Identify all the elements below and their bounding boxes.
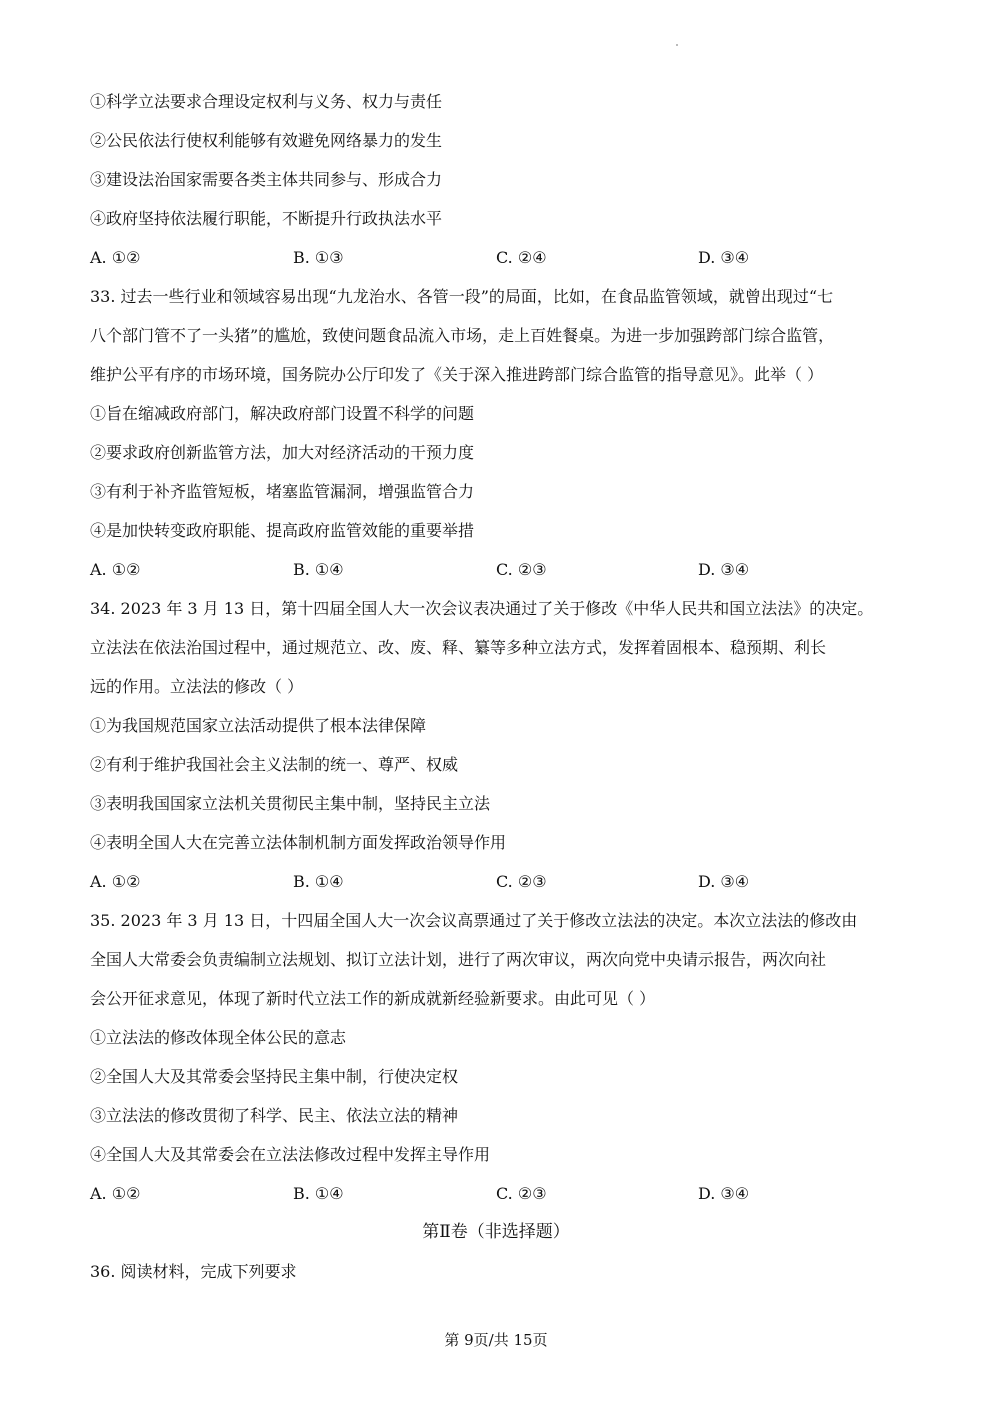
q34-stem-line-2: 立法法在依法治国过程中，通过规范立、改、废、释、纂等多种立法方式，发挥着固根本、稳预期、利长	[90, 638, 827, 657]
q34-stem-line-3: 远的作用。立法法的修改（ ）	[90, 677, 304, 696]
q35-option-d: D. ③④	[698, 1184, 750, 1203]
q34-option-a: A. ①②	[90, 872, 141, 891]
q35-option-b: B. ①④	[293, 1184, 344, 1203]
q32-item-2: ②公民依法行使权利能够有效避免网络暴力的发生	[90, 131, 443, 150]
question-35	[90, 901, 902, 1213]
q34-item-1: ①为我国规范国家立法活动提供了根本法律保障	[90, 716, 427, 735]
q35-item-1: ①立法法的修改体现全体公民的意志	[90, 1028, 347, 1047]
q34-option-c: C. ②③	[496, 872, 547, 891]
q33-stem-line-1: 33. 过去一些行业和领域容易出现“九龙治水、各管一段”的局面，比如，在食品监管领域，就曾出现过“七	[90, 287, 834, 306]
q35-stem-line-3: 会公开征求意见，体现了新时代立法工作的新成就新经验新要求。由此可见（ ）	[90, 989, 656, 1008]
scan-dot	[676, 44, 678, 46]
q32-option-c: C. ②④	[496, 248, 547, 267]
q34-item-2: ②有利于维护我国社会主义法制的统一、尊严、权威	[90, 755, 459, 774]
q33-options	[90, 550, 902, 589]
q32-options	[90, 238, 902, 277]
q33-item-2: ②要求政府创新监管方法，加大对经济活动的干预力度	[90, 443, 475, 462]
q35-item-3: ③立法法的修改贯彻了科学、民主、依法立法的精神	[90, 1106, 459, 1125]
q34-stem-line-1: 34. 2023 年 3 月 13 日，第十四届全国人大一次会议表决通过了关于修改《中华人民共和国立法法》的决定。	[90, 599, 874, 618]
question-33	[90, 277, 902, 589]
q32-option-b: B. ①③	[293, 248, 344, 267]
q35-option-a: A. ①②	[90, 1184, 141, 1203]
question-36	[90, 1252, 902, 1291]
q34-options	[90, 862, 902, 901]
q33-option-c: C. ②③	[496, 560, 547, 579]
q32-item-4: ④政府坚持依法履行职能，不断提升行政执法水平	[90, 209, 443, 228]
q32-item-3: ③建设法治国家需要各类主体共同参与、形成合力	[90, 170, 443, 189]
q33-option-b: B. ①④	[293, 560, 344, 579]
q33-item-3: ③有利于补齐监管短板，堵塞监管漏洞，增强监管合力	[90, 482, 475, 501]
q34-option-b: B. ①④	[293, 872, 344, 891]
q35-stem-line-2: 全国人大常委会负责编制立法规划、拟订立法计划，进行了两次审议，两次向党中央请示报告，两次向社	[90, 950, 827, 969]
q32-item-1: ①科学立法要求合理设定权利与义务、权力与责任	[90, 92, 443, 111]
question-32	[90, 82, 902, 277]
q35-item-2: ②全国人大及其常委会坚持民主集中制，行使决定权	[90, 1067, 459, 1086]
q34-item-3: ③表明我国国家立法机关贯彻民主集中制，坚持民主立法	[90, 794, 491, 813]
q34-item-4: ④表明全国人大在完善立法体制机制方面发挥政治领导作用	[90, 833, 507, 852]
q32-option-d: D. ③④	[698, 248, 750, 267]
q34-option-d: D. ③④	[698, 872, 750, 891]
q35-item-4: ④全国人大及其常委会在立法法修改过程中发挥主导作用	[90, 1145, 491, 1164]
q33-stem-line-3: 维护公平有序的市场环境，国务院办公厅印发了《关于深入推进跨部门综合监管的指导意见》。此举（ ）	[90, 365, 824, 384]
q33-item-1: ①旨在缩减政府部门，解决政府部门设置不科学的问题	[90, 404, 475, 423]
q33-option-d: D. ③④	[698, 560, 750, 579]
q35-option-c: C. ②③	[496, 1184, 547, 1203]
q33-option-a: A. ①②	[90, 560, 141, 579]
q32-option-a: A. ①②	[90, 248, 141, 267]
section-title: 第Ⅱ卷（非选择题）	[422, 1222, 570, 1242]
q33-stem-line-2: 八个部门管不了一头猪”的尴尬，致使问题食品流入市场，走上百姓餐桌。为进一步加强跨部门综合监管，	[90, 326, 835, 345]
q36-stem: 36. 阅读材料，完成下列要求	[90, 1262, 297, 1281]
q33-item-4: ④是加快转变政府职能、提高政府监管效能的重要举措	[90, 521, 475, 540]
q35-options	[90, 1174, 902, 1213]
question-34	[90, 589, 902, 901]
q35-stem-line-1: 35. 2023 年 3 月 13 日，十四届全国人大一次会议高票通过了关于修改立法法的决定。本次立法法的修改由	[90, 911, 858, 930]
page-content	[90, 82, 902, 1291]
page-footer: 第 9页/共 15页	[444, 1331, 548, 1349]
